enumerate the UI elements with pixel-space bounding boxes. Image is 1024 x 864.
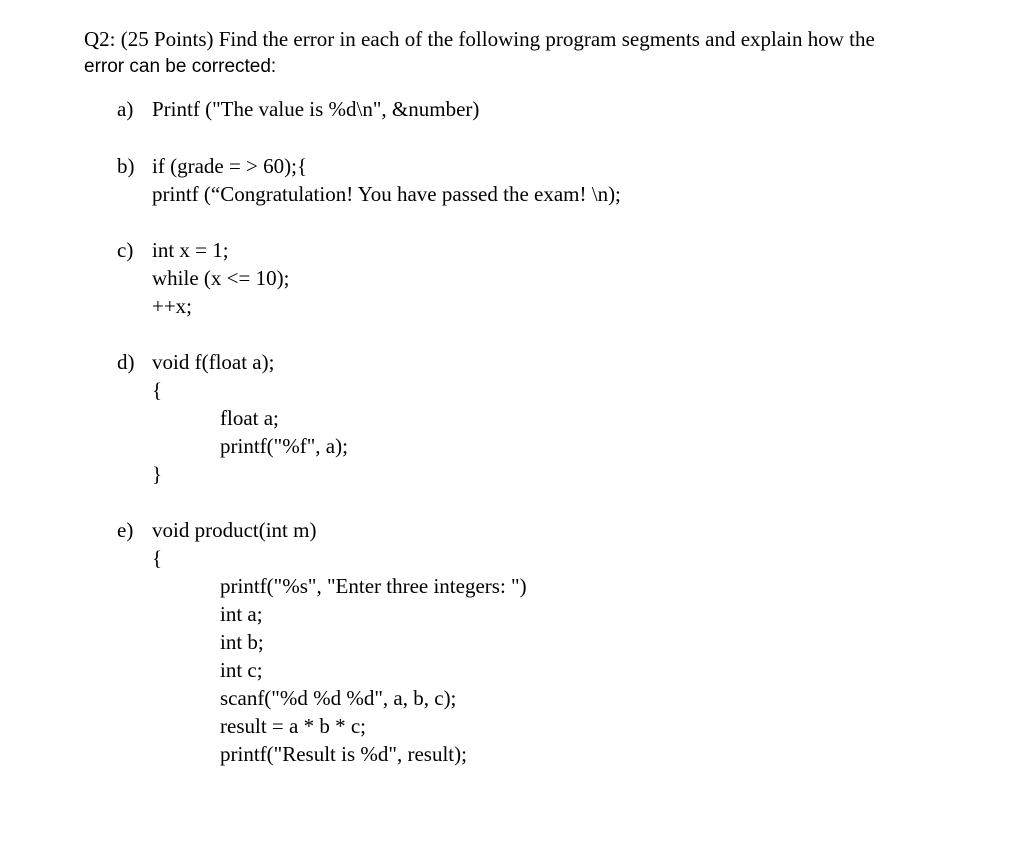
segment-d-code-line-5: } (152, 462, 163, 486)
question-prompt (84, 25, 984, 81)
segment-d-label: d) (117, 350, 135, 374)
segment-d-code-line-3: float a; (220, 406, 279, 430)
segment-d-code-line-4: printf("%f", a); (220, 434, 348, 458)
segment-e-code-line-3: printf("%s", "Enter three integers: ") (220, 574, 527, 598)
segment-e-code-line-9: printf("Result is %d", result); (220, 742, 467, 766)
segment-e-code-line-4: int a; (220, 602, 263, 626)
question-title-continued: error can be corrected: (84, 56, 277, 77)
segment-c-label: c) (117, 238, 134, 262)
segment-a-label: a) (117, 97, 134, 121)
segment-e-label: e) (117, 518, 134, 542)
segment-e-code-line-1: void product(int m) (152, 518, 317, 542)
segment-c-code-line-1: int x = 1; (152, 238, 229, 262)
segment-c-code-line-3: ++x; (152, 294, 193, 318)
segment-b-code-line-1: if (grade = > 60);{ (152, 154, 308, 178)
segment-e-code-line-2: { (152, 546, 163, 570)
segment-b-code-line-2: printf (“Congratulation! You have passed the exam! \n); (152, 182, 621, 206)
segment-e-code-line-7: scanf("%d %d %d", a, b, c); (220, 686, 457, 710)
segment-e-code-line-5: int b; (220, 630, 264, 654)
segment-d-code-line-1: void f(float a); (152, 350, 275, 374)
segment-a-code-line-1: Printf ("The value is %d\n", &number) (152, 97, 480, 121)
segment-d-code-line-2: { (152, 378, 163, 402)
segment-e-code-line-6: int c; (220, 658, 263, 682)
segment-e-code-line-8: result = a * b * c; (220, 714, 366, 738)
question-title: Q2: (25 Points) Find the error in each of the following program segments and explain how the (84, 27, 875, 51)
segment-c-code-line-2: while (x <= 10); (152, 266, 290, 290)
segment-b-label: b) (117, 154, 135, 178)
